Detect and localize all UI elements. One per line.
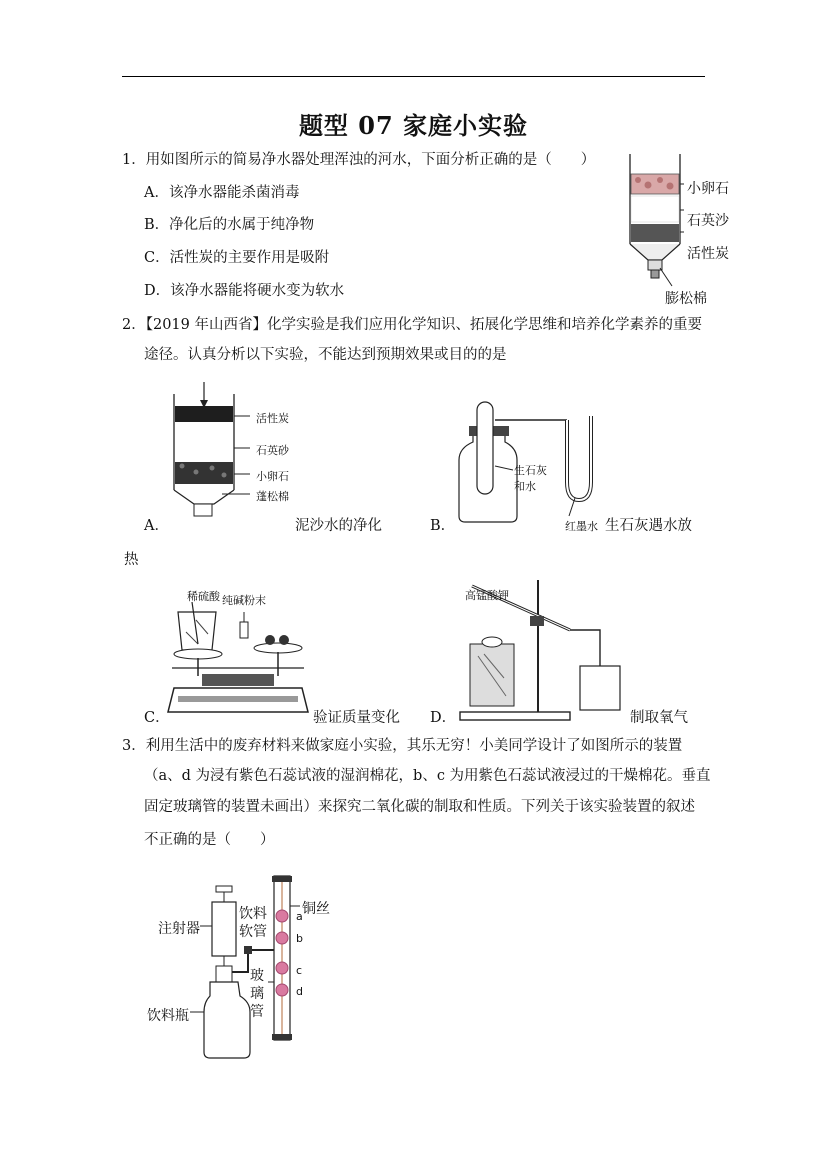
q2b-label-quicklime: 生石灰 xyxy=(514,464,547,477)
q2d-caption: 制取氧气 xyxy=(630,710,688,726)
q3-line2: （a、d 为浸有紫色石蕊试液的湿润棉花，b、c 为用紫色石蕊试液浸过的干燥棉花。垂直 xyxy=(144,768,711,784)
q2b-label-red-ink: 红墨水 xyxy=(565,520,598,533)
q2b-label-water: 和水 xyxy=(514,480,536,493)
q3-label-hose2: 软管 xyxy=(239,924,267,940)
q2d-letter: D． xyxy=(430,710,457,726)
q1-option-b: B．净化后的水属于纯净物 xyxy=(144,217,315,233)
q3-label-c: c xyxy=(296,964,303,977)
q2c-label-soda: 纯碱粉末 xyxy=(222,594,266,607)
q2a-caption: 泥沙水的净化 xyxy=(295,518,382,534)
q1-option-d: D．该净水器能将硬水变为软水 xyxy=(144,283,345,299)
q1-label-cotton: 膨松棉 xyxy=(665,291,707,307)
q2a-label-pebble: 小卵石 xyxy=(256,470,289,483)
q2c-label-acid: 稀硫酸 xyxy=(187,590,220,603)
page-title: 题型 07 家庭小实验 xyxy=(298,111,529,140)
q2a-label-cotton: 蓬松棉 xyxy=(256,490,289,503)
q1-stem: 1．用如图所示的简易净水器处理浑浊的河水，下面分析正确的是（ ） xyxy=(122,152,596,168)
q3-line1: 3．利用生活中的废弃材料来做家庭小实验，其乐无穷！小美同学设计了如图所示的装置 xyxy=(122,738,683,754)
q2c-balance-figure xyxy=(168,592,308,722)
q2a-label-quartz: 石英砂 xyxy=(256,444,289,457)
q2a-letter: A． xyxy=(144,518,169,534)
q1-label-pebble: 小卵石 xyxy=(687,181,729,197)
q3-label-d: d xyxy=(296,985,303,998)
q3-line4: 不正确的是（ ） xyxy=(144,832,275,848)
q1-option-c: C．活性炭的主要作用是吸附 xyxy=(144,250,330,266)
q2-stem-line1: 2．【2019 年山西省】化学实验是我们应用化学知识、拓展化学思维和培养化学素养的重要 xyxy=(122,317,702,333)
q3-label-b: b xyxy=(296,932,303,945)
q2b-quicklime-figure xyxy=(455,398,605,523)
q1-label-quartz: 石英沙 xyxy=(687,213,729,229)
q2b-caption: 生石灰遇水放 xyxy=(605,518,692,534)
q1-label-charcoal: 活性炭 xyxy=(687,246,729,262)
q2a-filter-figure xyxy=(162,382,252,527)
q3-label-a: a xyxy=(296,910,303,923)
q2-stem-line2: 途径。认真分析以下实验，不能达到预期效果或目的的是 xyxy=(144,347,507,363)
q3-line3: 固定玻璃管的装置未画出）来探究二氧化碳的制取和性质。下列关于该实验装置的叙述 xyxy=(144,799,695,815)
q3-label-glass-1: 玻 xyxy=(250,968,264,984)
q3-label-copper: 铜丝 xyxy=(302,901,330,917)
q2a-label-charcoal: 活性炭 xyxy=(256,412,289,425)
q2b-caption-wrap: 热 xyxy=(124,552,139,568)
q3-label-bottle: 饮料瓶 xyxy=(147,1008,189,1024)
header-rule xyxy=(122,76,705,77)
q3-label-glass-2: 璃 xyxy=(250,986,264,1002)
q3-label-glass-3: 管 xyxy=(250,1004,264,1020)
q2d-label-kmno4: 高锰酸钾 xyxy=(465,589,509,602)
q2c-caption: 验证质量变化 xyxy=(313,710,400,726)
q3-co2-apparatus-figure xyxy=(140,862,340,1062)
q2c-letter: C． xyxy=(144,710,170,726)
q3-label-syringe: 注射器 xyxy=(158,921,200,937)
q1-option-a: A．该净水器能杀菌消毒 xyxy=(144,185,300,201)
q2b-letter: B． xyxy=(430,518,456,534)
q3-label-hose1: 饮料 xyxy=(239,906,267,922)
